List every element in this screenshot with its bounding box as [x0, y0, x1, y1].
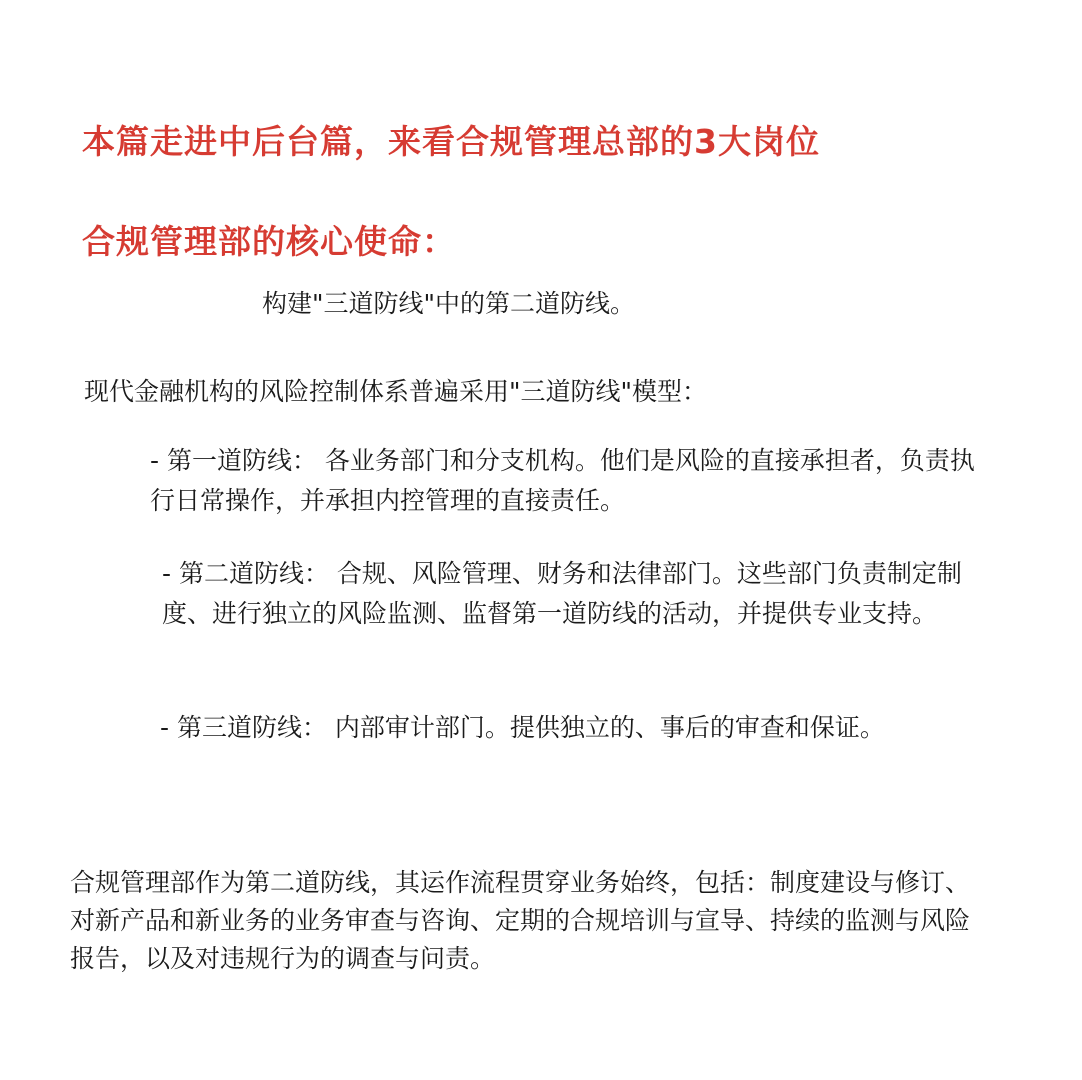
summary-paragraph: 合规管理部作为第二道防线，其运作流程贯穿业务始终，包括：制度建设与修订、对新产品和新业务的业务审查与咨询、定期的合规培训与宣导、持续的监测与风险报告，以及对违规行为的调查与问责。 — [70, 868, 971, 973]
second-line-defense: - 第二道防线： 合规、风险管理、财务和法律部门。这些部门负责制定制度、进行独立的风险监测、监督第一道防线的活动，并提供专业支持。 — [162, 559, 962, 628]
third-line-defense: - 第三道防线： 内部审计部门。提供独立的、事后的审查和保证。 — [160, 713, 885, 742]
defense-model-intro: 现代金融机构的风险控制体系普遍采用"三道防线"模型： — [84, 377, 708, 406]
headline: 本篇走进中后台篇，来看合规管理总部的3大岗位 — [82, 122, 820, 161]
mission-statement: 构建"三道防线"中的第二道防线。 — [262, 289, 635, 318]
mission-heading: 合规管理部的核心使命： — [82, 222, 456, 261]
first-line-defense: - 第一道防线： 各业务部门和分支机构。他们是风险的直接承担者，负责执行日常操作，并承担内控管理的直接责任。 — [150, 446, 975, 515]
